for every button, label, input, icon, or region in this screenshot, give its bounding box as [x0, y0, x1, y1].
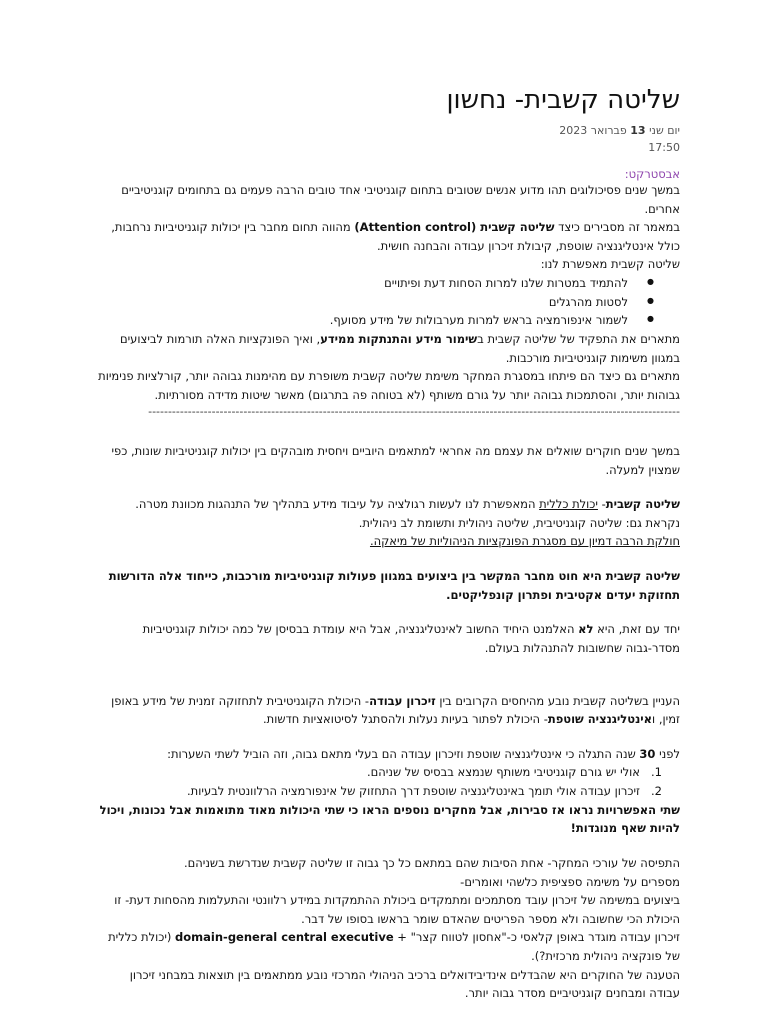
yet-paragraph — [96, 620, 680, 657]
list-item: ● להתמיד במטרות שלנו למרות הסחות דעת ופיתויים — [96, 274, 654, 293]
date-month-year: פברואר 2023 — [559, 123, 627, 137]
both-paragraph: שתי האפשרויות נראו אז סבירות, אבל מחקרים נוספים הראו כי שתי היכולות מאוד מתואמות אבל נכונות, ויכול להיות שאף מנוגדות! — [99, 802, 680, 836]
text-run: - — [597, 497, 606, 512]
abstract-bullets — [96, 274, 680, 330]
text-run: העניין בשליטה קשבית נובע מהיחסים הקרובים בין — [435, 693, 680, 708]
abstract-p4 — [96, 330, 680, 367]
bold-paragraph: שליטה קשבית היא חוט מחבר המקשר בין ביצועים במגוון פעולות קוגניטיביות מורכבות, כייחוד אלה הדורשות תחזוקת יעדים אקטיבית ופתרון קונפליקטים. — [108, 569, 680, 602]
thesis-line: התפיסה של עורכי המחקר- אחת הסיבות שהם במתאם כל כך גבוה זו שליטה קשבית שנדרשת בשניהם. — [183, 855, 680, 870]
page-title: שליטה קשבית- נחשון — [446, 85, 680, 115]
section-divider: -------------------------------------------------------------------------------------------------------------------------------------- — [148, 405, 680, 419]
list-text: זיכרון עבודה אולי תומך באינטליגנציה שוטפת דרך התחזוק של אינפורמציה הרלוונטית לבעיות. — [187, 784, 640, 798]
bold-term: 30 — [639, 746, 656, 761]
bold-term: לא — [578, 622, 594, 637]
abstract-label: אבסטרקט: — [624, 166, 680, 181]
text-run: שנה התגלה כי אינטליגנציה שוטפת וזיכרון עבודה הם בעלי מתאם גבוה, וזה הוביל לשתי השערות: — [167, 746, 640, 761]
bold-term: זיכרון עבודה — [369, 693, 436, 708]
list-text: אולי יש גורם קוגניטיבי משותף שנמצא בבסיס של שניהם. — [366, 765, 640, 780]
definition-paragraph — [96, 495, 680, 514]
text-run: המאפשרת לנו לעשות רגולציה על עיבוד מידע בתהליך של התנהגות מכוונת מטרה. — [135, 497, 540, 512]
performance-paragraph: ביצועים במשימה של זיכרון עובד מסתמכים ומתמקדים ביכולת ההתמקדות במידע רלוונטי והתעלמות מהסחות דעת- זו היכולת הכי שחשובה ולא מספר הפריטים שהאדם שומר בראשו בסופו של דבר. — [114, 893, 680, 926]
bold-term: שליטה קשבית (Attention control) — [354, 220, 555, 235]
text-run: האלמנט היחיד החשוב לאינטליגנציה, אבל היא עומדת בבסיסן של כמה יכולות קוגניטיביות מסדר-גבוה שחשובות להתנהלות בעולם. — [142, 622, 680, 655]
interest-paragraph — [96, 692, 680, 729]
text-run: מתארים את התפקיד של שליטה קשבית ב — [477, 331, 680, 346]
list-item — [96, 782, 680, 801]
list-number: 1. — [651, 765, 662, 780]
text-run: - היכולת לפתור בעיות נעלות ולהסתגל לסיטואציות חדשות. — [263, 712, 548, 727]
bold-term: domain-general central executive — [175, 930, 394, 945]
abstract-p3: שליטה קשבית מאפשרת לנו: — [540, 257, 680, 272]
text-run: - היכולת הקוגניטיבית לתחזוקה זמנית של מידע באופן זמין, ו — [111, 693, 680, 727]
task-line: מספרים על משימה ספציפית כלשהי ואומרים- — [460, 874, 680, 889]
list-number: 2. — [651, 784, 662, 798]
years-paragraph — [96, 745, 680, 764]
text-run: לפני — [655, 746, 680, 761]
bold-term: שימור מידע והתנתקות ממידע — [320, 331, 478, 346]
text-run: מהווה תחום מחבר בין יכולות קוגניטיביות נרחבות, כולל אינטליגנציה שוטפת, קיבולת זיכרון עבודה והבחנה חושית. — [111, 220, 680, 253]
also-called-line: נקראת גם: שליטה קוגניטיבית, שליטה ניהולית ותשומת לב ניהולית. — [358, 515, 680, 530]
time-line: 17:50 — [648, 140, 680, 154]
date-line — [96, 122, 680, 139]
bold-term: שליטה קשבית — [605, 497, 680, 512]
text-run: (יכולת כללית של פונקציה ניהולית מרכזית?). — [108, 930, 680, 963]
text-run: , ואיך הפונקציות האלה תורמות לביצועים במגוון משימות קוגניטיביות מורכבות. — [119, 331, 680, 365]
date-day: 13 — [630, 123, 646, 137]
list-item — [96, 763, 680, 782]
underlined-term: יכולת כללית — [539, 497, 598, 512]
list-item: ● לסטות מהרגלים — [96, 293, 654, 312]
text-run: זיכרון עבודה מוגדר באופן קלאסי כ-"אחסון לטווח קצר" + — [393, 930, 680, 945]
working-memory-paragraph — [96, 928, 680, 965]
abstract-p2 — [96, 218, 680, 255]
bold-term: אינטליגנציה שוטפת — [547, 712, 653, 727]
text-run: יחד עם זאת, היא — [593, 622, 680, 637]
similarity-line: חולקת הרבה דמיון עם מסגרת הפונקציות הניהוליות של מיאקה. — [369, 534, 680, 549]
abstract-p5: מתארים גם כיצד הם פיתחו במסגרת המחקר משימת שליטה קשבית משופרת עם מהימנות גבוהה יותר, קורלציות פנימיות גבוהות יותר, והסתמכות גבוהה יותר על גורם משותף (לא בטוחה פה בתרגום) מאשר שיטות מדידה מסורתיות. — [98, 369, 680, 402]
weekday-prefix: יום שני — [649, 123, 680, 137]
hypotheses-list — [96, 763, 680, 800]
list-item: ● לשמור אינפורמציה בראש למרות מערבולות של מידע מסועף. — [96, 311, 654, 330]
claim-paragraph: הטענה של החוקרים היא שהבדלים אינדיבידואלים ברכיב הניהולי המרכזי נובע ממתאמים בין תוצאות במבחני זיכרון עבודה ומבחנים קוגניטיביים מסדר גבוה יותר. — [129, 967, 680, 1001]
text-run: במאמר זה מסבירים כיצד — [554, 220, 680, 235]
intro-paragraph: במשך שנים חוקרים שואלים את עצמם מה אחראי למתאמים היוביים ויחסית מובהקים בין יכולות קוגניטיביות שונות, כפי שמצוין למעלה. — [111, 443, 680, 477]
abstract-p1: במשך שנים פסיכולוגים תהו מדוע אנשים שטובים בתחום קוגניטיבי אחד טובים הרבה פעמים גם בתחומים קוגניטיביים אחרים. — [121, 182, 680, 216]
